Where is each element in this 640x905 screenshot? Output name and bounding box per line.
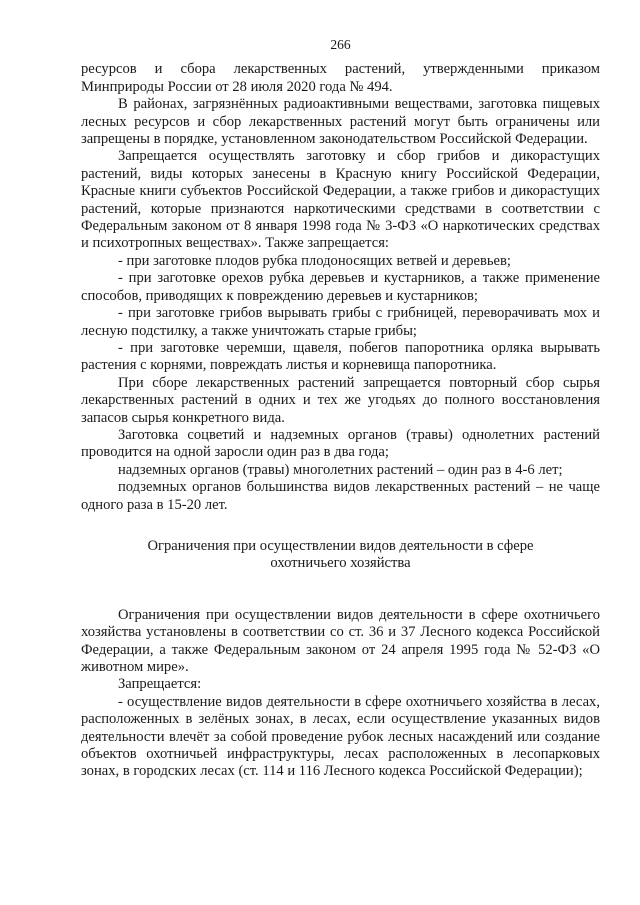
- paragraph-continuation: ресурсов и сбора лекарственных растений, утвержденными приказом Минприроды России от 28 июля 2020 года № 494.: [81, 61, 600, 95]
- list-item-hunting-green-zones: - осуществление видов деятельности в сфере охотничьего хозяйства в лесах, расположенных в зелёных зонах, в лесах, если осуществление указанных видов деятельности влечёт за собой проведение рубок лесных насаждений или создание объектов охотничьей инфраструктуры, лесах расположенных в лесопарковых зонах, в городских лесах (ст. 114 и 116 Лесного кодекса Российской Федерации);: [81, 693, 600, 780]
- page-number: 266: [330, 37, 351, 52]
- paragraph-hunting-restrictions: Ограничения при осуществлении видов деятельности в сфере охотничьего хозяйства установлены в соответствии со ст. 36 и 37 Лесного кодекса Российской Федерации, а также Федеральным законом от 24 апреля 1995 года № 52-ФЗ «О животном мире».: [81, 606, 600, 675]
- paragraph-perennial-plants: надземных органов (травы) многолетних растений – один раз в 4-6 лет;: [118, 461, 563, 478]
- section-heading: [81, 538, 600, 573]
- paragraph-underground-organs: подземных органов большинства видов лекарственных растений – не чаще одного раза в 15-20 лет.: [81, 479, 600, 513]
- section-heading-line-2: охотничьего хозяйства: [270, 555, 411, 572]
- paragraph-prohibited-label: Запрещается:: [118, 676, 202, 693]
- document-page: [81, 36, 600, 781]
- paragraph-prohibitions-red-book: Запрещается осуществлять заготовку и сбор грибов и дикорастущих растений, виды которых занесены в Красную книгу Российской Федерации, Красные книги субъектов Российской Федерации, а также грибов и дикорастущих растений, которые признаются наркотическими средствами в соответствии с Федеральным законом от 8 января 1998 года № 3-ФЗ «О наркотических средствах и психотропных веществах». Также запрещается:: [81, 148, 600, 252]
- paragraph-annual-plants: Заготовка соцветий и надземных органов (травы) однолетних растений проводится на одной заросли один раз в два года;: [81, 426, 600, 461]
- paragraph-radioactive-areas: В районах, загрязнённых радиоактивными веществами, заготовка пищевых лесных ресурсов и сбор лекарственных растений могут быть ограничены или запрещены в порядке, установленном законодательством Российской Федерации.: [81, 96, 600, 148]
- paragraph-medicinal-repeat-collection: При сборе лекарственных растений запрещается повторный сбор сырья лекарственных растений в одних и тех же угодьях до полного восстановления запасов сырья конкретного вида.: [81, 374, 600, 426]
- list-item-mushrooms: - при заготовке грибов вырывать грибы с грибницей, переворачивать мох и лесную подстилку, а также уничтожать старые грибы;: [81, 305, 600, 339]
- section-heading-line-1: Ограничения при осуществлении видов деятельности в сфере: [147, 537, 534, 554]
- list-item-nuts: - при заготовке орехов рубка деревьев и кустарников, а также применение способов, приводящих к повреждению деревьев и кустарников;: [81, 270, 600, 304]
- list-item-fruits: - при заготовке плодов рубка плодоносящих ветвей и деревьев;: [118, 252, 511, 269]
- list-item-wild-garlic: - при заготовке черемши, щавеля, побегов папоротника орляка вырывать растения с корнями, повреждать листья и корневища папоротника.: [81, 339, 600, 374]
